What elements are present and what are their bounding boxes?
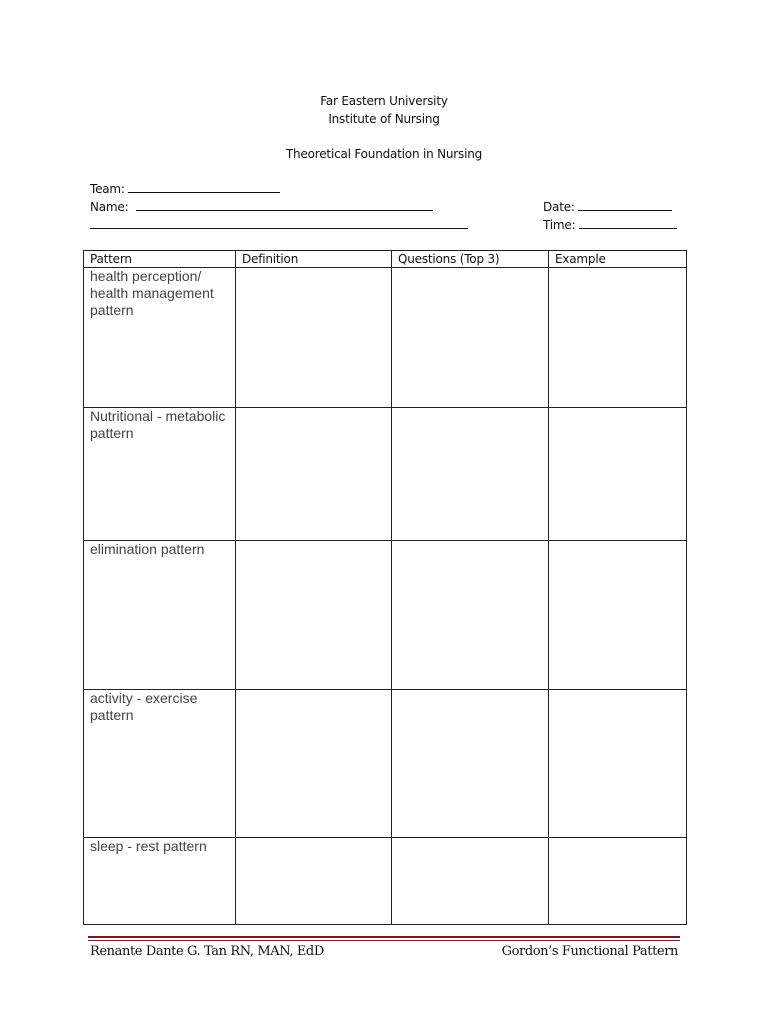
university-name: Far Eastern University [320, 94, 448, 108]
example-cell[interactable] [549, 408, 687, 541]
example-cell[interactable] [549, 268, 687, 408]
name-label: Name: [90, 200, 129, 214]
questions-cell[interactable] [392, 690, 549, 838]
footer-rule-thin [88, 940, 680, 941]
institute-name: Institute of Nursing [328, 112, 440, 126]
definition-cell[interactable] [236, 268, 392, 408]
date-blank[interactable] [578, 199, 672, 211]
pattern-cell: sleep - rest pattern [84, 838, 236, 925]
example-cell[interactable] [549, 838, 687, 925]
team-blank[interactable] [128, 181, 280, 193]
team-label: Team: [90, 182, 125, 196]
name-blank[interactable] [136, 199, 433, 211]
footer-title: Gordon’s Functional Pattern [501, 944, 678, 959]
header-definition: Definition [236, 251, 392, 268]
time-blank[interactable] [579, 217, 677, 229]
header-example: Example [549, 251, 687, 268]
definition-cell[interactable] [236, 408, 392, 541]
time-label: Time: [543, 218, 576, 232]
header-pattern: Pattern [84, 251, 236, 268]
questions-cell[interactable] [392, 838, 549, 925]
pattern-cell: health perception/ health management pattern [84, 268, 236, 408]
pattern-cell: activity - exercise pattern [84, 690, 236, 838]
pattern-cell: elimination pattern [84, 541, 236, 690]
table-row [84, 838, 687, 925]
header-questions: Questions (Top 3) [392, 251, 549, 268]
pattern-cell: Nutritional - metabolic pattern [84, 408, 236, 541]
example-cell[interactable] [549, 690, 687, 838]
example-cell[interactable] [549, 541, 687, 690]
name-field [90, 199, 433, 214]
footer-rule-thick [88, 936, 680, 938]
questions-cell[interactable] [392, 541, 549, 690]
course-title: Theoretical Foundation in Nursing [285, 147, 483, 161]
date-label: Date: [543, 200, 575, 214]
table-header-row [84, 251, 687, 268]
definition-cell[interactable] [236, 690, 392, 838]
table-row [84, 690, 687, 838]
definition-cell[interactable] [236, 541, 392, 690]
functional-pattern-table [83, 250, 687, 925]
table-row [84, 541, 687, 690]
definition-cell[interactable] [236, 838, 392, 925]
time-field [543, 217, 677, 232]
table-row [84, 268, 687, 408]
team-field [90, 181, 280, 196]
questions-cell[interactable] [392, 408, 549, 541]
questions-cell[interactable] [392, 268, 549, 408]
date-field [543, 199, 672, 214]
table-row [84, 408, 687, 541]
name-continuation-field [90, 217, 468, 232]
name-continuation-blank[interactable] [90, 217, 468, 229]
footer-author: Renante Dante G. Tan RN, MAN, EdD [90, 944, 324, 959]
